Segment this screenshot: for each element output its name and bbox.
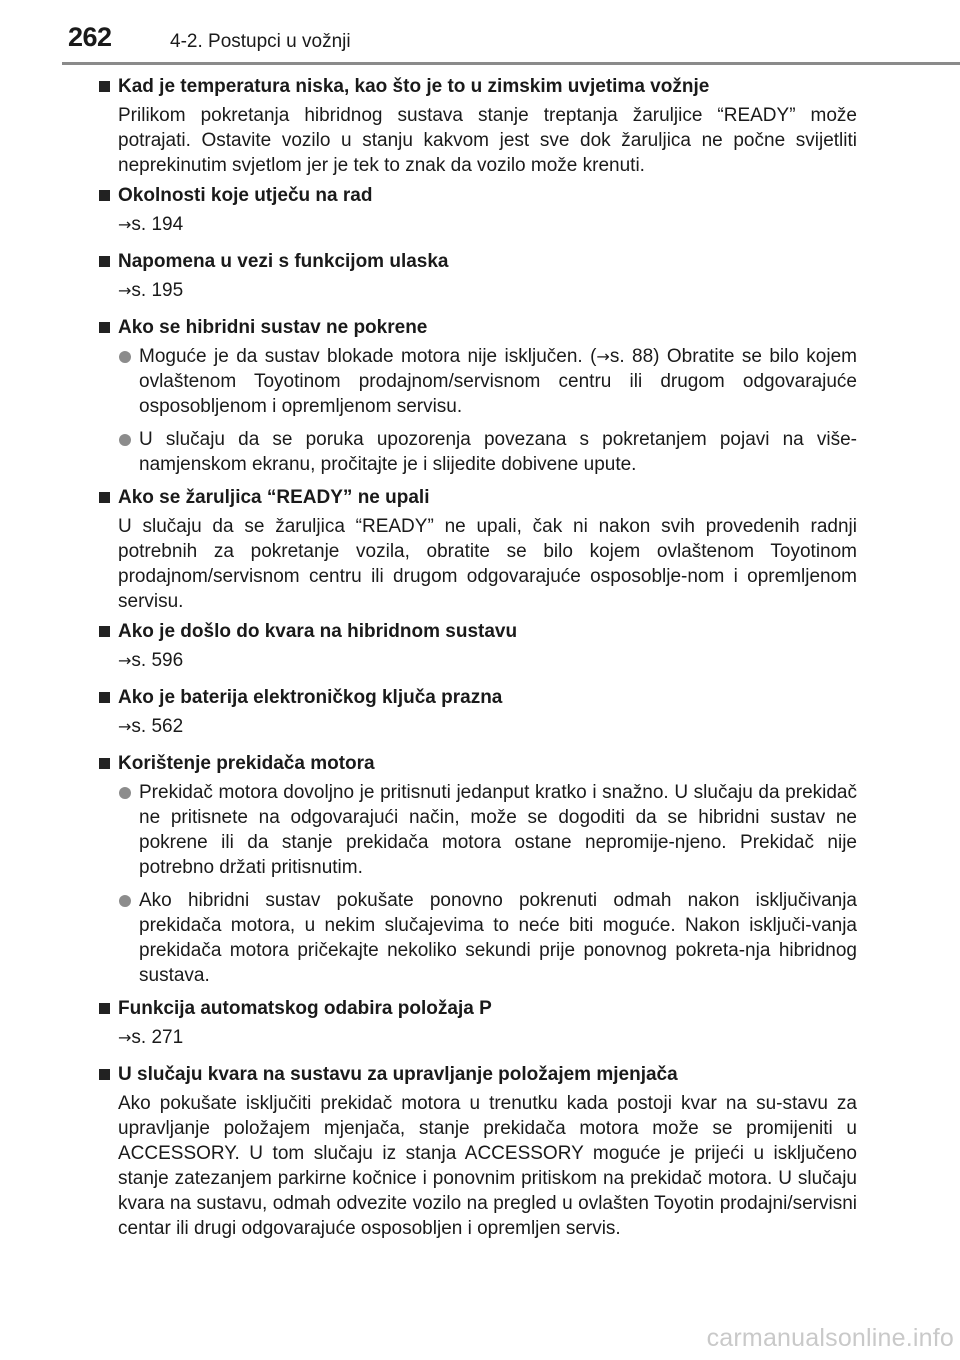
page-reference[interactable]: →s. 271 — [118, 1027, 184, 1048]
page-number: 262 — [68, 22, 112, 52]
page-reference[interactable]: →s. 194 — [118, 214, 184, 235]
section-heading: Napomena u vezi s funkcijom ulaska — [97, 249, 857, 278]
arrow-right-icon: → — [596, 347, 610, 366]
square-bullet-icon — [99, 758, 110, 769]
section-entry-function-note — [97, 249, 857, 310]
section-heading: Ako se žaruljica “READY” ne upali — [97, 485, 857, 514]
round-bullet-icon — [119, 787, 131, 799]
square-bullet-icon — [99, 1069, 110, 1080]
page-header — [0, 0, 960, 60]
chapter-title: 4-2. Postupci u vožnji — [170, 31, 351, 52]
square-bullet-icon — [99, 81, 110, 92]
section-heading: Ako se hibridni sustav ne pokrene — [97, 315, 857, 344]
section-heading: U slučaju kvara na sustavu za upravljanje položajem mjenjača — [97, 1062, 857, 1091]
section-engine-switch-use — [97, 751, 857, 988]
section-paragraph: U slučaju da se žaruljica “READY” ne upali, čak ni nakon svih provedenih radnji potrebnih za pokretanje vozila, obratite se bilo kojem ovlaštenom Toyotinom prodajnom/servisnom centru ili drugom odgovarajuće osposoblje-nom i opremljenom servisu. — [118, 516, 857, 612]
arrow-right-icon: → — [118, 717, 132, 736]
section-paragraph: Ako pokušate isključiti prekidač motora u trenutku kada postoji kvar na su-stavu za upravljanje položajem mjenjača, stanje prekidača motora može se promijeniti u ACCESSORY. U tom slučaju iz stanja ACCESSORY moguće je prijeći u isključeno stanje zatezanjem parkirne kočnice i ponovnim pritiskom na prekidač motora. U slučaju kvara na sustavu, odmah odvezite vozilo na pregled u ovlašten Toyotin prodajni/servisni centar ili drugi odgovarajuće osposobljen i opremljen servis. — [118, 1093, 857, 1239]
section-shift-control-malfunction — [97, 1062, 857, 1241]
section-heading: Kad je temperatura niska, kao što je to u zimskim uvjetima vožnje — [97, 74, 857, 103]
square-bullet-icon — [99, 1003, 110, 1014]
square-bullet-icon — [99, 256, 110, 267]
bullet-item: Ako hibridni sustav pokušate ponovno pokrenuti odmah nakon isključivanja prekidača motora, u nekim slučajevima to neće biti moguće. Nakon isključi-vanja prekidača motora pričekajte nekoliko sekundi prije ponovnog pokreta-nja hibridnog sustava. — [118, 888, 857, 988]
manual-content — [97, 74, 857, 1246]
section-hybrid-malfunction — [97, 619, 857, 680]
page-reference[interactable]: →s. 596 — [118, 650, 184, 671]
square-bullet-icon — [99, 626, 110, 637]
page-reference[interactable]: →s. 195 — [118, 280, 184, 301]
square-bullet-icon — [99, 322, 110, 333]
section-heading: Funkcija automatskog odabira položaja P — [97, 996, 857, 1025]
square-bullet-icon — [99, 692, 110, 703]
arrow-right-icon: → — [118, 1028, 132, 1047]
section-operating-conditions — [97, 183, 857, 244]
section-heading: Ako je baterija elektroničkog ključa prazna — [97, 685, 857, 714]
bullet-item: U slučaju da se poruka upozorenja povezana s pokretanjem pojavi na više-namjenskom ekranu, pročitajte je i slijedite dobivene upute. — [118, 427, 857, 477]
page-reference[interactable]: →s. 562 — [118, 716, 184, 737]
section-hybrid-not-starting — [97, 315, 857, 477]
section-ready-light-off — [97, 485, 857, 614]
section-heading: Okolnosti koje utječu na rad — [97, 183, 857, 212]
section-low-temperature — [97, 74, 857, 178]
round-bullet-icon — [119, 351, 131, 363]
square-bullet-icon — [99, 492, 110, 503]
bullet-item: Moguće je da sustav blokade motora nije isključen. (→s. 88) Obratite se bilo kojem ovlaštenom Toyotinom prodajnom/servisnom centru ili drugom odgovarajuće osposobljenom i opremljenom servisu. — [118, 344, 857, 419]
header-divider — [62, 62, 960, 65]
section-auto-p-position — [97, 996, 857, 1057]
section-paragraph: Prilikom pokretanja hibridnog sustava stanje treptanja žaruljice “READY” može potrajati. Ostavite vozilo u stanju kakvom jest sve dok žaruljica ne počne svijetliti neprekinutim svjetlom jer je tek to znak da vozilo može krenuti. — [118, 105, 857, 176]
arrow-right-icon: → — [118, 281, 132, 300]
arrow-right-icon: → — [118, 651, 132, 670]
section-heading: Korištenje prekidača motora — [97, 751, 857, 780]
section-key-battery-empty — [97, 685, 857, 746]
round-bullet-icon — [119, 895, 131, 907]
watermark: carmanualsonline.info — [706, 1324, 954, 1352]
arrow-right-icon: → — [118, 215, 132, 234]
round-bullet-icon — [119, 434, 131, 446]
section-heading: Ako je došlo do kvara na hibridnom sustavu — [97, 619, 857, 648]
bullet-item: Prekidač motora dovoljno je pritisnuti jedanput kratko i snažno. U slučaju da prekidač ne pritisnete na odgovarajući način, može se dogoditi da se hibridni sustav ne pokrene ili da stanje prekidača motora ostane nepromije-njeno. Prekidač nije potrebno držati pritisnutim. — [118, 780, 857, 880]
square-bullet-icon — [99, 190, 110, 201]
